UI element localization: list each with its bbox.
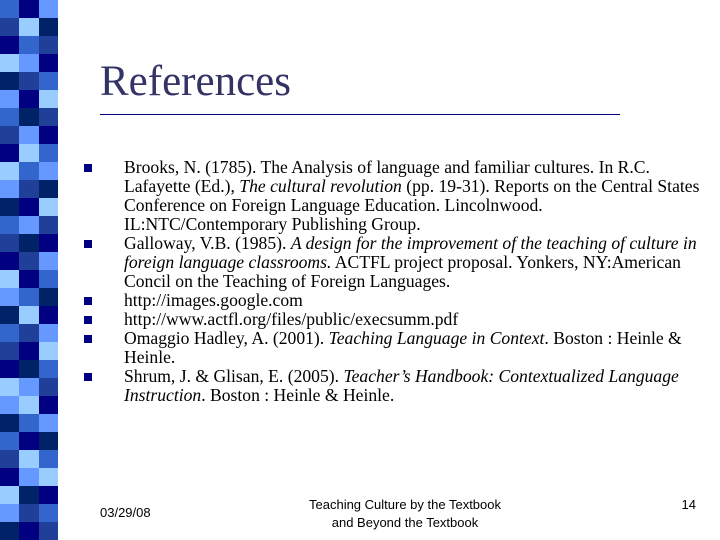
footer-date: 03/29/08	[100, 505, 151, 520]
reference-item	[84, 367, 700, 405]
reference-text-part: http://images.google.com	[124, 290, 303, 310]
reference-item	[84, 234, 700, 291]
title-divider	[100, 114, 620, 115]
square-bullet-icon	[84, 240, 92, 248]
square-bullet-icon	[84, 335, 92, 343]
reference-text	[124, 310, 458, 329]
slide-title: References	[100, 58, 291, 105]
reference-item	[84, 158, 700, 234]
reference-text-part: Galloway, V.B. (1985).	[124, 233, 291, 253]
reference-title-italic: Teacher’s Handbook: Contextualized Language Instruction	[124, 366, 679, 405]
reference-title-italic: Teaching Language in Context	[328, 328, 545, 348]
reference-text-part: (pp. 19-31). Reports on the Central States Conference on Foreign Language Education. Lincolnwood. IL:NTC/Contemporary Publishing Group.	[124, 176, 700, 234]
square-bullet-icon	[84, 164, 92, 172]
reference-text	[124, 291, 303, 310]
reference-text	[124, 329, 700, 367]
reference-text-part: Brooks, N. (1785). The Analysis of language and familiar cultures. In R.C. Lafayette (Ed.),	[124, 157, 650, 196]
page-number: 14	[681, 497, 696, 512]
footer-title	[280, 496, 530, 532]
decorative-stripe-bar	[0, 0, 58, 540]
reference-text-part: . Boston : Heinle & Heinle.	[124, 328, 682, 367]
reference-item	[84, 310, 700, 329]
reference-text-part: ACTFL project proposal. Yonkers, NY:American Concil on the Teaching of Foreign Languages.	[124, 252, 681, 291]
reference-text-part: Omaggio Hadley, A. (2001).	[124, 328, 329, 348]
square-bullet-icon	[84, 316, 92, 324]
reference-text-part: http://www.actfl.org/files/public/execsumm.pdf	[124, 309, 459, 329]
reference-text	[124, 234, 700, 291]
reference-title-italic: A design for the improvement of the teaching of culture in foreign language classrooms.	[124, 233, 697, 272]
reference-item	[84, 329, 700, 367]
reference-item	[84, 291, 700, 310]
reference-text	[124, 367, 700, 405]
references-list	[84, 158, 700, 405]
reference-text-part: Shrum, J. & Glisan, E. (2005).	[124, 366, 344, 386]
square-bullet-icon	[84, 373, 92, 381]
reference-text	[124, 158, 700, 234]
reference-text-part: . Boston : Heinle & Heinle.	[201, 385, 395, 405]
footer-title-line-1: Teaching Culture by the Textbook	[309, 497, 501, 512]
reference-title-italic: The cultural revolution	[239, 176, 402, 196]
square-bullet-icon	[84, 297, 92, 305]
footer-title-line-2: and Beyond the Textbook	[331, 515, 479, 530]
